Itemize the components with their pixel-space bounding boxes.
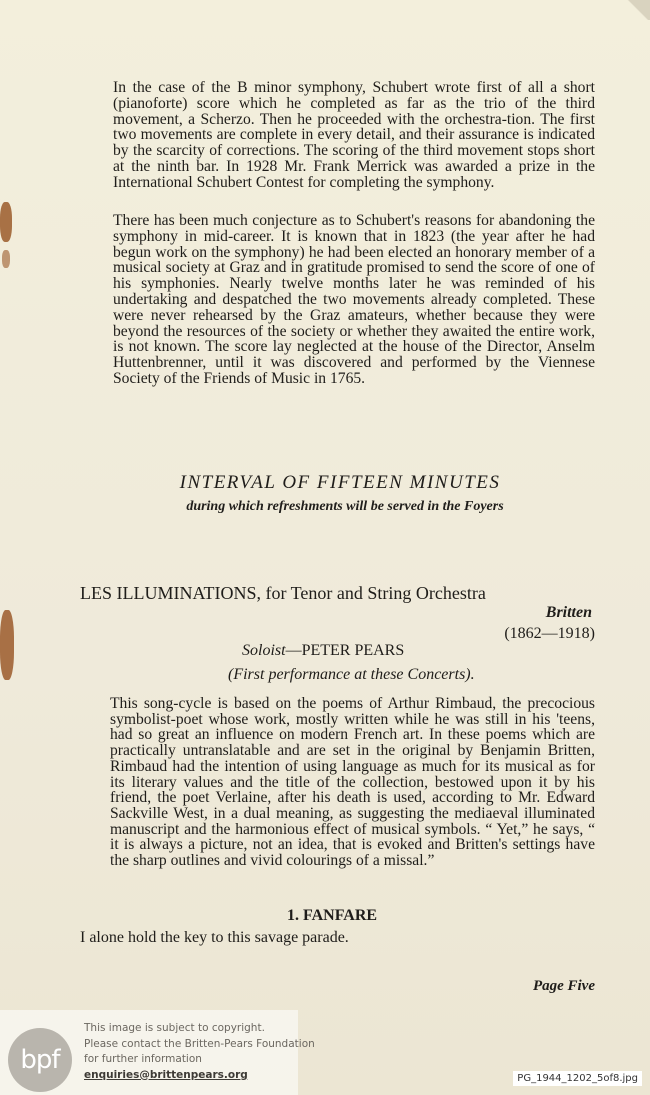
soloist-label: Soloist (242, 642, 286, 659)
copyright-line: This image is subject to copyright. (84, 1022, 265, 1034)
schubert-paragraph-1: In the case of the B minor symphony, Schubert wrote first of all a short (pianoforte) score which he completed as far as the trio of the third movement, a Scherzo. Then he proceeded with the orchestra-tion. The first two movements are complete in every detail, and their assurance is indicated by the scarcity of corrections. The scoring of the third movement stops short at the ninth bar. In 1928 Mr. Frank Merrick was awarded a prize in the International Schubert Contest for completing the symphony. (113, 79, 595, 191)
copyright-line: for further information (84, 1053, 202, 1065)
rust-stain (2, 250, 10, 268)
page-number: Page Five (532, 978, 595, 994)
composer-name: Britten (545, 604, 592, 621)
soloist-name: PETER PEARS (301, 642, 405, 659)
composer-dates: (1862—1918) (504, 625, 595, 642)
interval-subtitle: during which refreshments will be served in the Foyers (186, 499, 504, 514)
copyright-notice (84, 1021, 315, 1083)
soloist-dash: — (285, 642, 302, 659)
work-title: LES ILLUMINATIONS, for Tenor and String Orchestra (80, 583, 486, 603)
interval-title: INTERVAL OF FIFTEEN MINUTES (179, 472, 501, 493)
bpf-logo: bpf (8, 1028, 72, 1092)
soloist-line (242, 642, 404, 660)
schubert-paragraph-2: There has been much conjecture as to Schubert's reasons for abandoning the symphony in mid-career. It is known that in 1823 (the year after he had begun work on the symphony) he had been elected an honorary member of a musical society at Graz and in gratitude promised to send the score of one of his symphonies. Nearly twelve months later he was reminded of his undertaking and despatched the two movements already completed. These were never rehearsed by the Graz amateurs, whether because they were beyond the resources of the society or whether they awaited the entire work, is not known. The score lay neglected at the house of the Director, Anselm Huttenbrenner, until it was discovered and performed by the Viennese Society of the Friends of Music in 1765. (113, 212, 595, 387)
email-link[interactable]: enquiries@brittenpears.org (84, 1068, 248, 1081)
image-filename: PG_1944_1202_5of8.jpg (513, 1071, 642, 1086)
performance-note: (First performance at these Concerts). (228, 666, 475, 683)
rust-stains (0, 190, 18, 710)
copyright-line: Please contact the Britten-Pears Foundation (84, 1037, 315, 1050)
rust-stain (0, 202, 12, 242)
lyric-line: I alone hold the key to this savage parade. (80, 929, 349, 946)
work-description: This song-cycle is based on the poems of Arthur Rimbaud, the precocious symbolist-poet whose work, mostly written while he was still in his 'teens, had so great an influence on modern French art. In these poems which are practically untranslatable and are set in the original by Benjamin Britten, Rimbaud had the intention of using language as much for its musical as for its literary values and the title of the collection, bestowed upon it by his friend, the poet Verlaine, after his death is used, according to Mr. Edward Sackville West, in a dual meaning, as suggesting the mediaeval illuminated manuscript and the harmonious effect of musical symbols. “ Yet,” he says, “ it is always a picture, not an idea, that is evoked and Britten's settings have the sharp outlines and vivid colourings of a missal.” (110, 695, 595, 870)
folded-corner (626, 0, 650, 20)
section-heading: 1. FANFARE (287, 907, 378, 924)
rust-stain (0, 610, 14, 680)
